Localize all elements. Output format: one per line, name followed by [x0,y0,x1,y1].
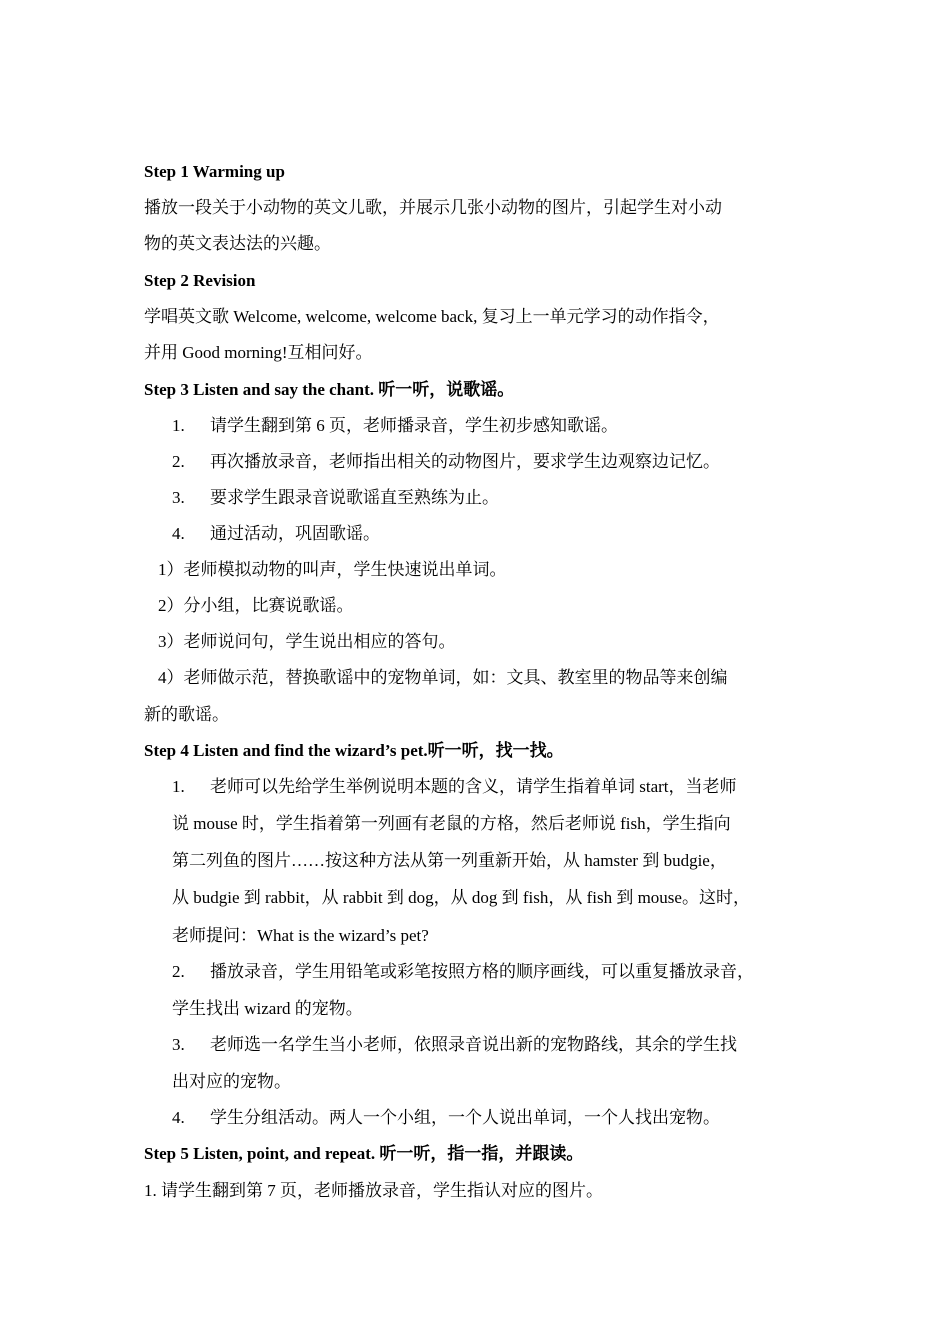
item-text: 再次播放录音，老师指出相关的动物图片，要求学生边观察边记忆。 [210,452,720,471]
step4-item-2-line-2: 学生找出 wizard 的宠物。 [172,999,363,1018]
item-number: 3. [172,1035,185,1054]
item-number: 4. [172,1108,185,1127]
item-text: 请学生翻到第 6 页，老师播录音，学生初步感知歌谣。 [210,416,618,435]
item-number: 2. [172,962,185,981]
item-number: 2. [172,452,185,471]
item-number: 1. [172,416,185,435]
step3-sub-1: 1）老师模拟动物的叫声，学生快速说出单词。 [158,560,507,579]
item-text: 学生分组活动。两人一个小组，一个人说出单词，一个人找出宠物。 [210,1108,720,1127]
item-number: 4. [172,524,185,543]
step3-item-3 [172,487,499,509]
step2-heading: Step 2 Revision [144,271,256,290]
item-text: 老师选一名学生当小老师，依照录音说出新的宠物路线，其余的学生找 [210,1035,737,1054]
step3-item-4 [172,523,380,545]
step3-heading: Step 3 Listen and say the chant. 听一听，说歌谣。 [144,380,515,399]
item-number: 3. [172,488,185,507]
item-text: 老师可以先给学生举例说明本题的含义，请学生指着单词 start，当老师 [210,777,737,796]
step3-sub-2: 2）分小组，比赛说歌谣。 [158,596,354,615]
step5-heading: Step 5 Listen, point, and repeat. 听一听，指一指，并跟读。 [144,1144,584,1163]
step1-line-2: 物的英文表达法的兴趣。 [144,234,331,253]
step1-heading: Step 1 Warming up [144,162,285,181]
item-text: 通过活动，巩固歌谣。 [210,524,380,543]
step3-item-1 [172,415,618,437]
step3-sub-3: 3）老师说问句，学生说出相应的答句。 [158,632,456,651]
step4-item-3-line-2: 出对应的宠物。 [172,1072,291,1091]
step3-item-2 [172,451,720,473]
step4-item-1-line-2: 说 mouse 时，学生指着第一列画有老鼠的方格，然后老师说 fish，学生指向 [172,814,731,833]
item-text: 要求学生跟录音说歌谣直至熟练为止。 [210,488,499,507]
step4-item-3 [172,1034,737,1056]
step4-item-1-line-5: 老师提问：What is the wizard’s pet? [172,926,429,945]
step4-item-1 [172,776,737,798]
step1-line-1: 播放一段关于小动物的英文儿歌，并展示几张小动物的图片，引起学生对小动 [144,198,722,217]
item-text: 播放录音，学生用铅笔或彩笔按照方格的顺序画线，可以重复播放录音， [210,962,754,981]
step4-heading: Step 4 Listen and find the wizard’s pet.听一听，找一找。 [144,741,564,760]
step3-sub-4-tail: 新的歌谣。 [144,705,229,724]
step2-line-2: 并用 Good morning!互相问好。 [144,343,373,362]
step4-item-1-line-3: 第二列鱼的图片……按这种方法从第一列重新开始，从 hamster 到 budgie， [172,851,727,870]
step3-sub-4: 4）老师做示范，替换歌谣中的宠物单词，如：文具、教室里的物品等来创编 [158,668,728,687]
step4-item-2 [172,961,754,983]
step5-line-1: 1. 请学生翻到第 7 页，老师播放录音，学生指认对应的图片。 [144,1181,603,1200]
item-number: 1. [172,777,185,796]
step2-line-1: 学唱英文歌 Welcome, welcome, welcome back, 复习上一单元学习的动作指令， [144,307,720,326]
step4-item-4 [172,1107,720,1129]
step4-item-1-line-4: 从 budgie 到 rabbit，从 rabbit 到 dog，从 dog 到 fish，从 fish 到 mouse。这时， [172,888,750,907]
